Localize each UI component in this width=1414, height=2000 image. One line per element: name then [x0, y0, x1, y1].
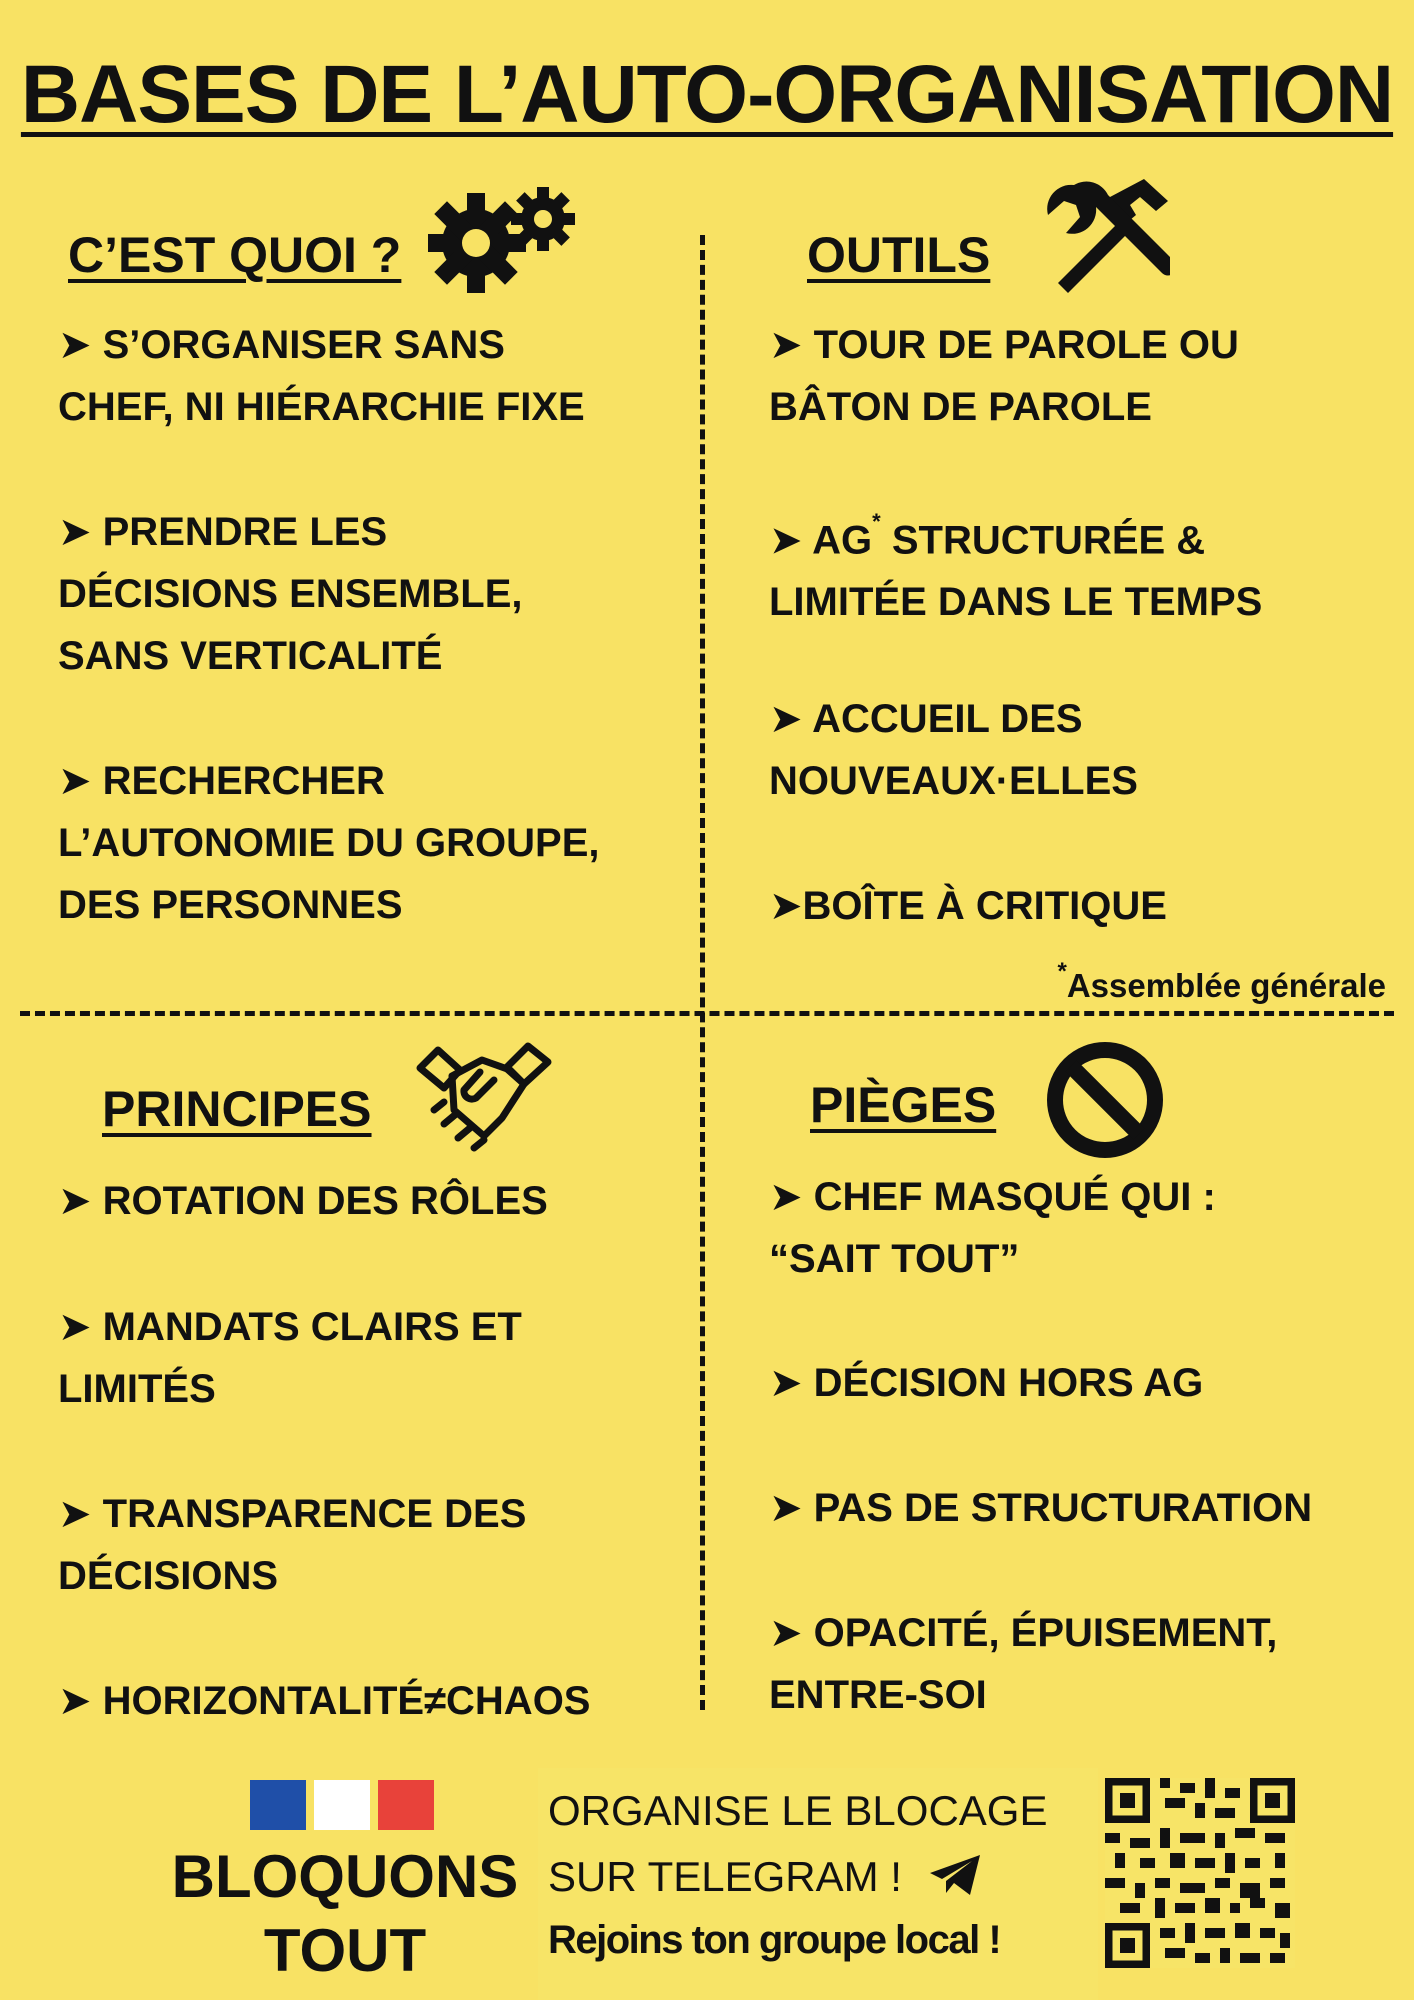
- cta-text: [548, 1778, 1048, 1910]
- footnote: *Assemblée générale: [1057, 958, 1386, 1004]
- horizontal-divider: [20, 1011, 1394, 1016]
- gears-icon: [428, 183, 578, 293]
- list-item: ➤ HORIZONTALITÉ≠CHAOS: [58, 1679, 591, 1723]
- list-item: ➤ S’ORGANISER SANS CHEF, NI HIÉRARCHIE FIXE: [58, 323, 585, 429]
- list-item: ➤BOÎTE À CRITIQUE: [769, 884, 1167, 928]
- flag-red: [378, 1780, 434, 1830]
- section-title-traps: PIÈGES: [810, 1077, 997, 1133]
- poster-title: BASES DE L’AUTO-ORGANISATION: [20, 49, 1394, 140]
- brand-line-1: BLOQUONS: [171, 1843, 519, 1910]
- list-item: ➤ RECHERCHER L’AUTONOMIE DU GROUPE, DES PERSONNES: [58, 759, 600, 927]
- list-item: ➤ ROTATION DES RÔLES: [58, 1179, 548, 1223]
- list-item: ➤ MANDATS CLAIRS ET LIMITÉS: [58, 1305, 522, 1411]
- list-item: ➤ OPACITÉ, ÉPUISEMENT, ENTRE-SOI: [769, 1611, 1278, 1717]
- list-item: ➤ PRENDRE LES DÉCISIONS ENSEMBLE, SANS VERTICALITÉ: [58, 510, 523, 678]
- list-item: ➤ ACCUEIL DES NOUVEAUX·ELLES: [769, 697, 1138, 803]
- vertical-divider: [700, 235, 705, 1710]
- cta-line-2: SUR TELEGRAM !: [548, 1844, 1048, 1910]
- brand-logo: [160, 1840, 530, 1988]
- list-item-ag: ➤ AG* STRUCTURÉE & LIMITÉE DANS LE TEMPS: [769, 509, 1263, 625]
- french-flag: [250, 1780, 434, 1830]
- list-item: ➤ TRANSPARENCE DES DÉCISIONS: [58, 1492, 527, 1598]
- flag-blue: [250, 1780, 306, 1830]
- qr-code-icon[interactable]: [1105, 1778, 1295, 1968]
- section-title-what: C’EST QUOI ?: [68, 227, 402, 283]
- list-item: ➤ CHEF MASQUÉ QUI : “SAIT TOUT”: [769, 1175, 1216, 1281]
- section-title-tools: OUTILS: [807, 227, 991, 283]
- list-item: ➤ TOUR DE PAROLE OU BÂTON DE PAROLE: [769, 323, 1239, 429]
- no-entry-icon: [1045, 1040, 1165, 1160]
- cta-line-1: ORGANISE LE BLOCAGE: [548, 1787, 1048, 1834]
- telegram-icon: [928, 1853, 984, 1897]
- hammer-wrench-icon: [1040, 175, 1170, 295]
- flag-white: [314, 1780, 370, 1830]
- cta-join-local-group[interactable]: Rejoins ton groupe local !: [548, 1918, 1001, 1962]
- list-item: ➤ PAS DE STRUCTURATION: [769, 1486, 1313, 1530]
- brand-line-2: TOUT: [263, 1917, 427, 1984]
- section-title-principles: PRINCIPES: [102, 1081, 372, 1137]
- list-item: ➤ DÉCISION HORS AG: [769, 1361, 1204, 1405]
- handshake-icon: [414, 1040, 554, 1160]
